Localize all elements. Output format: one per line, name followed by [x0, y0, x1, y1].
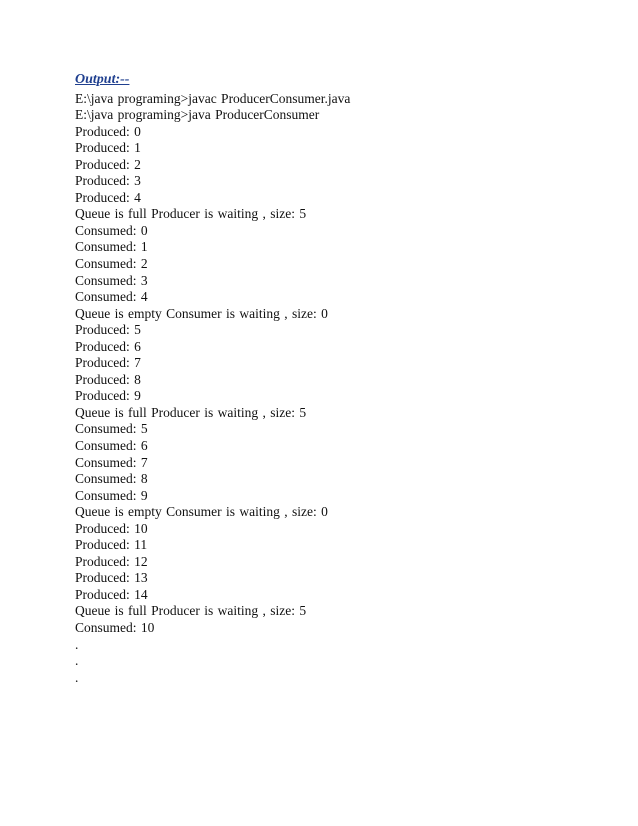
output-line: Queue is full Producer is waiting , size: 5 [75, 404, 307, 420]
output-line: Produced: 4 [75, 189, 141, 205]
output-line: Consumed: 6 [75, 437, 148, 453]
output-line: Consumed: 4 [75, 289, 148, 305]
output-line: Consumed: 5 [75, 421, 148, 437]
output-line: Produced: 0 [75, 123, 141, 139]
output-line: Consumed: 0 [75, 222, 148, 238]
output-line: Produced: 13 [75, 570, 148, 586]
output-line: Consumed: 3 [75, 272, 148, 288]
output-line: Produced: 2 [75, 156, 141, 172]
output-heading: Output:-- [75, 72, 130, 87]
output-line: Consumed: 9 [75, 487, 148, 503]
output-line: Queue is full Producer is waiting , size: 5 [75, 603, 307, 619]
output-line: Produced: 6 [75, 338, 141, 354]
output-line: Queue is full Producer is waiting , size: 5 [75, 206, 307, 222]
output-line: Produced: 9 [75, 388, 141, 404]
output-line: Consumed: 7 [75, 454, 148, 470]
output-line: Consumed: 2 [75, 255, 148, 271]
output-line: Produced: 12 [75, 553, 148, 569]
output-line: . [75, 653, 79, 669]
output-line: Produced: 5 [75, 322, 141, 338]
output-line: Queue is empty Consumer is waiting , size: 0 [75, 305, 328, 321]
output-line: Produced: 8 [75, 371, 141, 387]
output-line: . [75, 669, 79, 685]
output-line: Consumed: 8 [75, 471, 148, 487]
output-line: Produced: 11 [75, 537, 148, 553]
output-line: Queue is empty Consumer is waiting , size: 0 [75, 504, 328, 520]
output-line: Consumed: 10 [75, 620, 155, 635]
output-line: Produced: 14 [75, 586, 148, 602]
output-line: Produced: 1 [75, 140, 141, 156]
output-line: Produced: 7 [75, 355, 141, 371]
output-line: Produced: 10 [75, 520, 148, 536]
output-line: . [75, 636, 79, 652]
output-line: Produced: 3 [75, 173, 141, 189]
output-line: E:\java programing>java ProducerConsumer [75, 107, 320, 123]
output-line: Consumed: 1 [75, 239, 148, 255]
output-lines [75, 91, 350, 687]
output-line: E:\java programing>javac ProducerConsumer.java [75, 90, 351, 106]
